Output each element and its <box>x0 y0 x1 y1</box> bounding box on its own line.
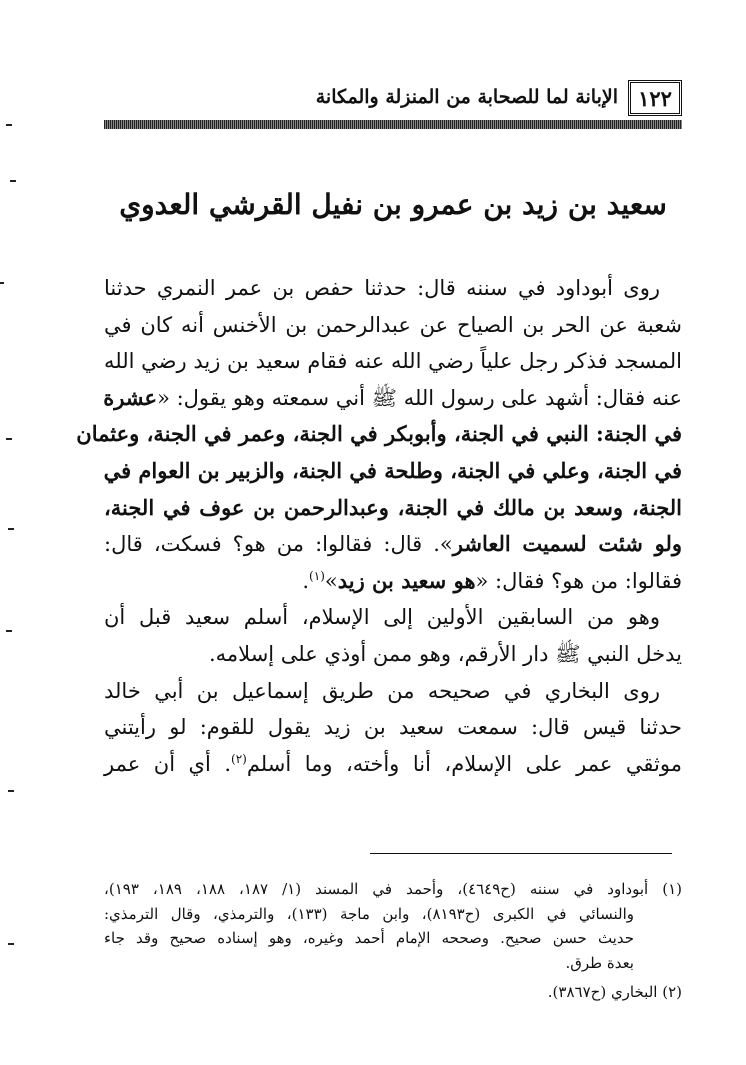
hadith-text: في الجنة: النبي في الجنة، وأبوبكر في الجنة، وعمر في الجنة، وعثمان <box>76 421 682 447</box>
chapter-title: سعيد بن زيد بن عمرو بن نفيل القرشي العدوي <box>119 188 667 221</box>
hadith-text: في الجنة، وعلي في الجنة، وطلحة في الجنة، والزبير بن العوام في <box>103 457 682 483</box>
text-segment: موثقي عمر على الإسلام، أنا وأخته، وما أسلم <box>246 751 682 776</box>
text-line: المسجد فذكر رجل علياً رضي الله عنه فقام سعيد بن زيد رضي الله <box>104 349 682 374</box>
margin-mark <box>6 438 12 440</box>
footnote-line: (١) أبوداود في سننه (ح٤٦٤٩)، وأحمد في المسند (١/ ١٨٧، ١٨٨، ١٨٩، ١٩٣)، <box>104 880 682 898</box>
text-line: يدخل النبي ﷺ دار الأرقم، وهو ممن أوذي على إسلامه. <box>208 641 682 666</box>
text-segment: ». قال: فقالوا: من هو؟ فسكت، قال: <box>104 532 453 557</box>
page-number: ١٢٢ <box>628 80 682 116</box>
text-segment: . أي أن عمر <box>104 751 231 776</box>
margin-mark <box>6 630 12 632</box>
text-line <box>104 563 682 600</box>
margin-mark <box>0 282 4 284</box>
footnote-line: (٢) البخاري (ح٣٨٦٧). <box>547 983 682 1001</box>
hadith-line <box>104 453 682 490</box>
text-segment: فقالوا: من هو؟ فقال: « <box>475 568 682 593</box>
margin-mark <box>6 124 12 126</box>
hadith-line <box>76 416 682 453</box>
hadith-text: الجنة، وسعد بن مالك في الجنة، وعبدالرحمن بن عوف في الجنة، <box>104 494 682 520</box>
running-title: الإبانة لما للصحابة من المنزلة والمكانة <box>315 86 618 108</box>
footnote-separator <box>370 853 672 854</box>
hadith-line <box>104 490 682 527</box>
footnote-ref[interactable]: (٢) <box>231 751 247 766</box>
text-line: وهو من السابقين الأولين إلى الإسلام، أسلم سعيد قبل أن <box>104 605 660 630</box>
text-segment: عنه فقال: أشهد على رسول الله ﷺ أني سمعته وهو يقول: « <box>157 385 682 410</box>
header-rule <box>104 120 682 129</box>
footnote-line: بعدة طرق. <box>565 953 634 972</box>
footnote-line: والنسائي في الكبرى (ح٨١٩٣)، وابن ماجة (١٣٣)، والترمذي، وقال الترمذي: <box>104 904 634 923</box>
margin-mark <box>10 180 16 182</box>
hadith-text: هو سعيد بن زيد <box>337 567 476 593</box>
text-line <box>104 380 682 417</box>
text-line: حدثنا قيس قال: سمعت سعيد بن زيد يقول للقوم: لو رأيتني <box>104 715 682 740</box>
margin-mark <box>8 943 14 945</box>
margin-mark <box>8 528 14 530</box>
footnotes <box>104 877 682 1005</box>
footnote-ref[interactable]: (١) <box>309 568 325 583</box>
text-line: روى البخاري في صحيحه من طريق إسماعيل بن أبي خالد <box>104 678 660 703</box>
hadith-text: ولو شئت لسميت العاشر <box>452 531 682 557</box>
page-header <box>104 80 682 120</box>
hadith-text: عشرة <box>103 384 158 410</box>
body-text <box>76 270 682 782</box>
text-line: روى أبوداود في سننه قال: حدثنا حفص بن عمر النمري حدثنا <box>104 276 660 300</box>
text-line: شعبة عن الحر بن الصياح عن عبدالرحمن بن الأخنس أنه كان في <box>104 312 682 337</box>
footnote-line: حديث حسن صحيح. وصححه الإمام أحمد وغيره، وهو إسناده صحيح وقد جاء <box>104 929 634 947</box>
text-segment: . <box>302 568 310 593</box>
margin-mark <box>8 790 14 792</box>
text-line <box>104 526 682 563</box>
text-line <box>104 746 682 783</box>
text-segment: » <box>324 568 338 593</box>
